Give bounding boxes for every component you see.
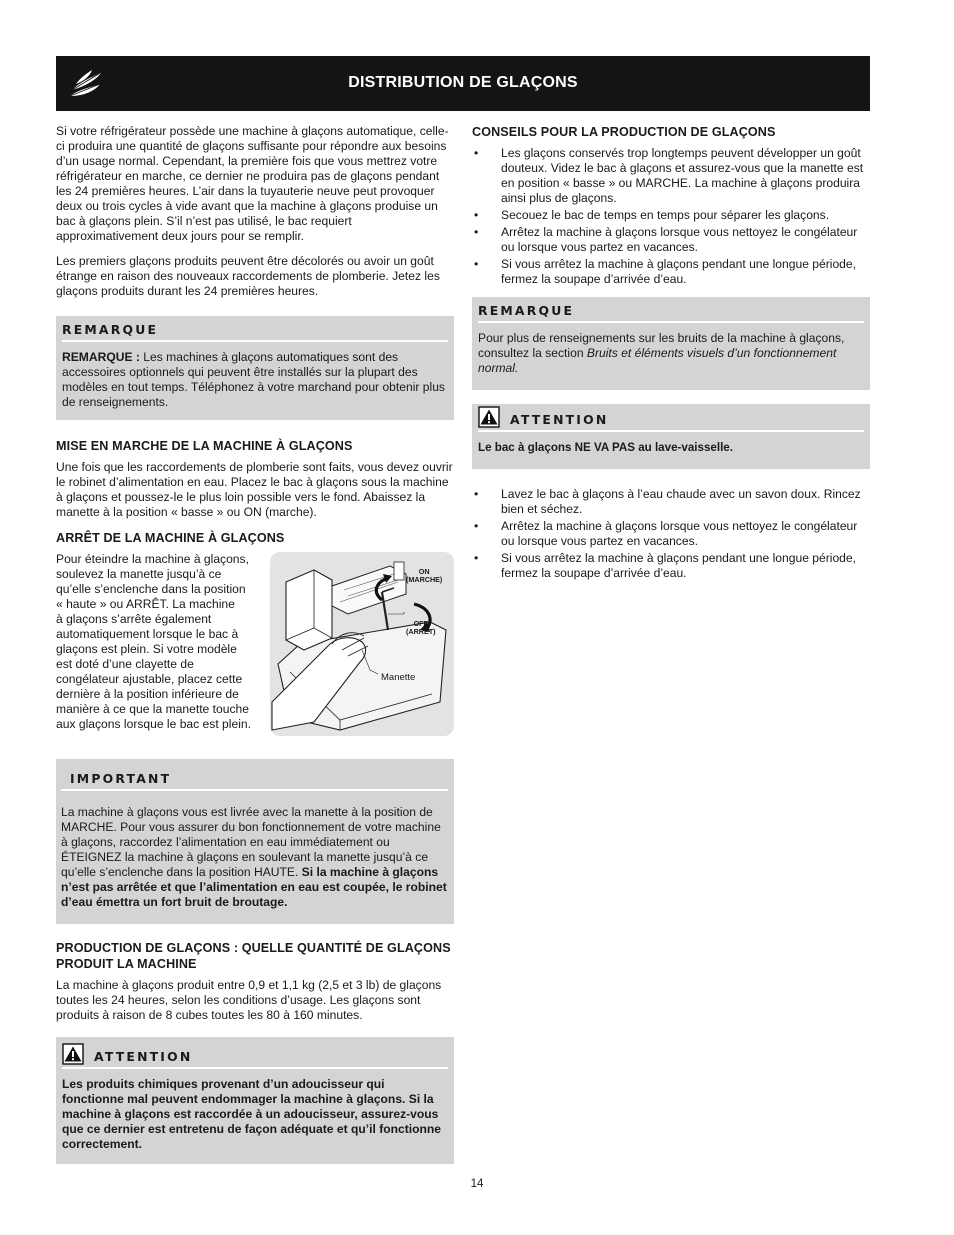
on-label: [406, 568, 442, 584]
list-item: • Les glaçons conservés trop longtemps peuvent développer un goût douteux. Videz le bac à glaçons et assurez-vous que la manette est en position « basse » ou MARCHE. La machine à glaçons produira ainsi plus de glaçons.: [472, 146, 870, 206]
attention-2-text: Le bac à glaçons NE VA PAS au lave-vaisselle.: [478, 441, 733, 454]
remarque-box-2: [472, 297, 870, 390]
arret-heading: ARRÊT DE LA MACHINE À GLAÇONS: [56, 531, 285, 545]
entretien-list: [472, 487, 870, 581]
attention-label: ATTENTION: [510, 412, 609, 427]
remarque-2-italic: Bruits et éléments visuels d’un fonctionnement normal.: [478, 346, 837, 375]
arret-line: dernière à la position inférieure de: [56, 687, 239, 701]
remarque-box-header: [62, 316, 448, 342]
off-label-line: OFF: [413, 619, 428, 628]
important-text: [61, 805, 448, 910]
off-label: [406, 620, 436, 636]
attention-text: Les produits chimiques provenant d’un adoucisseur qui fonctionne mal peuvent endommager la machine à glaçons. Si la machine à glaçons est raccordée à un adoucisseur, assurez-vous que ce dernier est entretenu de façon adéquate et qu’il fonctionne correctement.: [62, 1077, 442, 1151]
warning-icon: [478, 406, 500, 428]
important-body: La machine à glaçons vous est livrée avec la manette à la position de MARCHE. Pour vous assurer du bon fonctionnement de votre machine à glaçons, raccordez l’alimentation en eau immédiatement ou ÉTEIGNEZ la machine à glaçons en soulevant la manette jusqu’à ce qu’elle s’enclenche dans la position HAUTE.: [61, 805, 441, 879]
production-heading: PRODUCTION DE GLAÇONS : QUELLE QUANTITÉ DE GLAÇONS PRODUIT LA MACHINE: [56, 941, 451, 971]
list-item: • Arrêtez la machine à glaçons lorsque vous nettoyez le congélateur ou lorsque vous partez en vacances.: [472, 519, 870, 549]
remarque-body: Les machines à glaçons automatiques sont des accessoires optionnels qui peuvent être installés sur la plupart des modèles en tout temps. Téléphonez à votre marchand pour obtenir plus de renseignements.: [62, 350, 445, 409]
list-item: • Si vous arrêtez la machine à glaçons pendant une longue période, fermez la soupape d’arrivée d’eau.: [472, 551, 870, 581]
arret-line: congélateur ajustable, placez cette: [56, 672, 243, 686]
attention-label: ATTENTION: [94, 1049, 193, 1064]
arret-section: [56, 552, 454, 738]
mise-en-marche-text: Une fois que les raccordements de plomberie sont faits, vous devez ouvrir le robinet d’alimentation en eau. Placez le bac à glaçons sous la machine à glaçons et poussez-le le plus loin possible vers le fond. Abaissez la manette à la position « basse » ou ON (marche).: [56, 460, 453, 519]
arret-line: glaçons est plein. Si votre modèle: [56, 642, 237, 656]
arret-text: [56, 552, 266, 732]
arret-line: est doté d’une clayette de: [56, 657, 194, 671]
important-box: [56, 759, 454, 924]
remarque-box: [56, 316, 454, 420]
arret-line: Pour éteindre la machine à glaçons,: [56, 552, 249, 566]
attention-box-1-header: [62, 1037, 448, 1069]
intro-paragraph-2: Les premiers glaçons produits peuvent être décolorés ou avoir un goût étrange en raison des nouveaux raccordements de plomberie. Jetez les glaçons produits durant les 24 premières heures.: [56, 254, 440, 298]
intro-paragraph-1: Si votre réfrigérateur possède une machine à glaçons automatique, celle-ci produira une quantité de glaçons suffisante pour répondre aux besoins d’un usage normal. Cependant, la première fois que vous mettrez votre réfrigérateur en marche, ce dernier ne produira pas de glaçons pendant les 24 premières heures. L’air dans la tuyauterie neuve peut provoquer deux ou trois cycles à vide avant que la machine à glaçons produise un bac à glaçons plein. S’il n’est pas utilisé, le bac requiert approximativement deux jours pour se remplir.: [56, 124, 449, 243]
mise-en-marche-heading: MISE EN MARCHE DE LA MACHINE À GLAÇONS: [56, 439, 353, 453]
off-label-line: (ARRÊT): [406, 627, 436, 636]
remarque-label: REMARQUE: [478, 303, 575, 318]
remarque-2-text: [478, 331, 864, 376]
on-label-line: (MARCHE): [406, 575, 443, 584]
arret-line: automatiquement lorsque le bac à: [56, 627, 239, 641]
list-item: • Secouez le bac de temps en temps pour séparer les glaçons.: [472, 208, 870, 223]
remarque-box-2-header: [478, 297, 864, 323]
remarque-2-body: Pour plus de renseignements sur les bruits de la machine à glaçons, consultez la section: [478, 331, 845, 360]
production-text: La machine à glaçons produit entre 0,9 et 1,1 kg (2,5 et 3 lb) de glaçons toutes les 24 heures, selon les conditions d’usage. Les glaçons sont produits à raison de 8 cubes toutes les 80 à 160 minutes.: [56, 978, 442, 1022]
arret-line: aux glaçons lorsque le bac est plein.: [56, 717, 251, 731]
arret-line: « haute » ou ARRÊT. La machine: [56, 597, 235, 611]
manette-label: Manette: [381, 672, 416, 683]
page-title: DISTRIBUTION DE GLAÇONS: [348, 74, 578, 91]
remarque-text: [62, 350, 448, 410]
important-box-header: [61, 759, 448, 791]
warning-icon: [62, 1043, 84, 1065]
list-item: • Si vous arrêtez la machine à glaçons pendant une longue période, fermez la soupape d’arrivée d’eau.: [472, 257, 870, 287]
section-banner: [56, 56, 870, 111]
arret-line: manière à ce que la manette touche: [56, 702, 249, 716]
right-column: [472, 124, 870, 583]
conseils-list: [472, 146, 870, 287]
important-bold: Si la machine à glaçons n’est pas arrêtée et que l’alimentation en eau est coupée, le robinet d’eau émettra un fort bruit de broutage.: [61, 865, 447, 909]
list-item: • Arrêtez la machine à glaçons lorsque vous nettoyez le congélateur ou lorsque vous partez en vacances.: [472, 225, 870, 255]
arret-line: soulevez la manette jusqu’à ce: [56, 567, 222, 581]
icemaker-illustration: [270, 552, 454, 736]
attention-box-1: [56, 1037, 454, 1164]
important-label: IMPORTANT: [70, 771, 172, 786]
page-number: 14: [470, 1178, 484, 1190]
list-item: • Lavez le bac à glaçons à l’eau chaude avec un savon doux. Rincez bien et séchez.: [472, 487, 870, 517]
on-label-line: ON: [418, 567, 430, 576]
arret-line: à glaçons s’arrête également: [56, 612, 212, 626]
remarque-label: REMARQUE: [62, 322, 159, 337]
conseils-heading: CONSEILS POUR LA PRODUCTION DE GLAÇONS: [472, 125, 776, 139]
left-column: [56, 124, 454, 1178]
arret-line: qu’elle s’enclenche dans la position: [56, 582, 246, 596]
remarque-lead: REMARQUE :: [62, 350, 140, 364]
attention-box-2-header: [478, 404, 864, 432]
attention-box-2: [472, 404, 870, 469]
